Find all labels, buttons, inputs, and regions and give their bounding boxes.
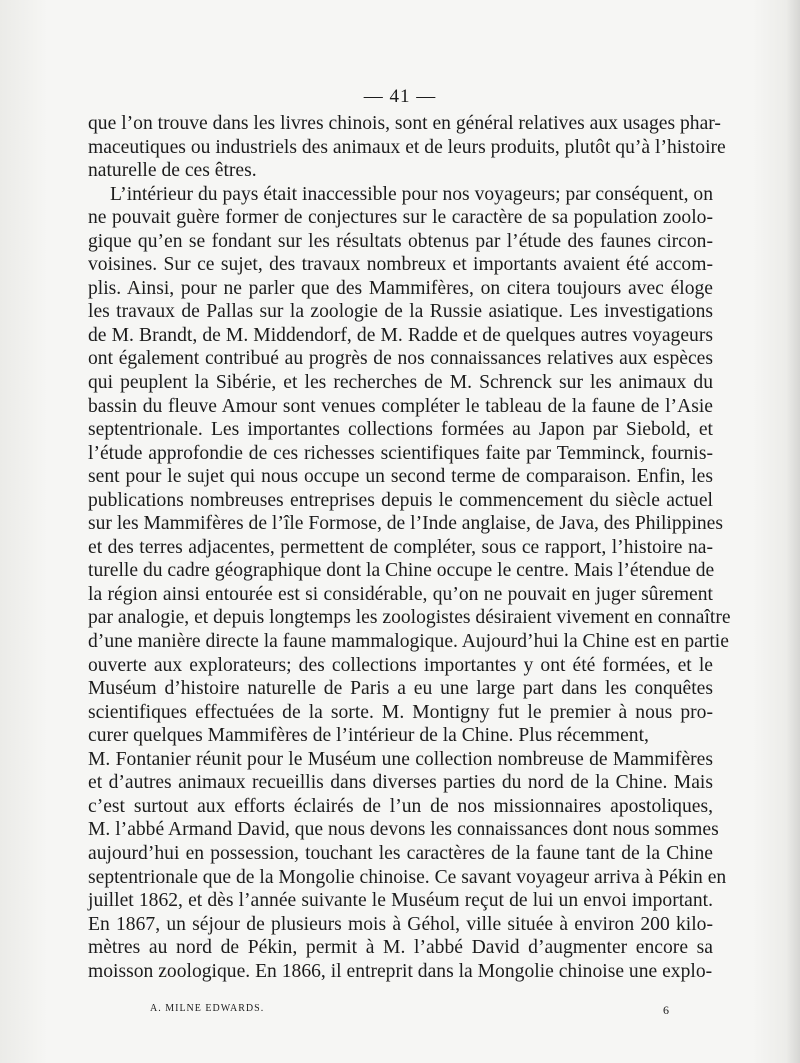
sheet-number: 6	[663, 1003, 670, 1017]
text-line: maceutiques ou industriels des animaux et de leurs produits, plutôt qu’à l’histoire	[88, 136, 726, 158]
text-line: M. l’abbé Armand David, que nous devons les connaissances dont nous sommes	[88, 819, 719, 841]
text-line: que l’on trouve dans les livres chinois, sont en général relatives aux usages phar-	[88, 113, 721, 134]
text-line: curer quelques Mammifères de l’intérieur de la Chine. Plus récemment,	[88, 725, 649, 747]
text-line: L’intérieur du pays était inaccessible pour nos voyageurs; par conséquent, on	[110, 183, 713, 205]
scan-edge-shadow	[786, 0, 800, 1063]
text-line: la région ainsi entourée est si considérable, qu’on ne pouvait en juger sûrement	[88, 583, 713, 605]
text-line: par analogie, et depuis longtemps les zoologistes désiraient vivement en connaître	[88, 607, 731, 629]
text-line: d’une manière directe la faune mammalogique. Aujourd’hui la Chine est en partie	[88, 631, 729, 653]
author-signature: A. MILNE EDWARDS.	[150, 1003, 265, 1014]
text-line: septentrionale que de la Mongolie chinoise. Ce savant voyageur arriva à Pékin en	[88, 866, 727, 888]
text-line: c’est surtout aux efforts éclairés de l’un de nos missionnaires apostoliques,	[88, 795, 713, 817]
text-line: et des terres adjacentes, permettent de compléter, sous ce rapport, l’histoire na-	[88, 536, 713, 558]
text-line: moisson zoologique. En 1866, il entreprit dans la Mongolie chinoise une explo-	[88, 960, 713, 982]
body-text	[88, 112, 731, 983]
text-line: septentrionale. Les importantes collections formées au Japon par Siebold, et	[88, 419, 713, 441]
text-line: ont également contribué au progrès de nos connaissances relatives aux espèces	[88, 348, 713, 370]
page-number: — 41 —	[363, 86, 437, 107]
text-line: publications nombreuses entreprises depuis le commencement du siècle actuel	[88, 489, 713, 511]
text-line: Muséum d’histoire naturelle de Paris a eu une large part dans les conquêtes	[88, 678, 713, 700]
text-line: scientifiques effectuées de la sorte. M. Montigny fut le premier à nous pro-	[88, 701, 713, 723]
text-line: sur les Mammifères de l’île Formose, de l’Inde anglaise, de Java, des Philippines	[88, 513, 724, 535]
text-line: l’étude approfondie de ces richesses scientifiques faite par Temminck, fournis-	[88, 442, 713, 464]
text-line: et d’autres animaux recueillis dans diverses parties du nord de la Chine. Mais	[88, 772, 713, 794]
text-line: juillet 1862, et dès l’année suivante le Muséum reçut de lui un envoi important.	[88, 890, 713, 912]
text-line: les travaux de Pallas sur la zoologie de la Russie asiatique. Les investigations	[88, 301, 713, 323]
text-line: M. Fontanier réunit pour le Muséum une collection nombreuse de Mammifères	[88, 748, 713, 770]
text-line: turelle du cadre géographique dont la Chine occupe le centre. Mais l’étendue de	[88, 560, 715, 582]
text-line: bassin du fleuve Amour sont venues compléter le tableau de la faune de l’Asie	[88, 395, 713, 417]
text-line: qui peuplent la Sibérie, et les recherches de M. Schrenck sur les animaux du	[88, 372, 713, 394]
text-line: naturelle de ces êtres.	[88, 160, 257, 182]
text-line: ne pouvait guère former de conjectures sur le caractère de sa population zoolo-	[88, 207, 713, 229]
text-line: sent pour le sujet qui nous occupe un second terme de comparaison. Enfin, les	[88, 466, 713, 488]
text-line: ouverte aux explorateurs; des collections importantes y ont été formées, et le	[88, 654, 713, 676]
text-line: de M. Brandt, de M. Middendorf, de M. Radde et de quelques autres voyageurs	[88, 324, 713, 346]
text-line: gique qu’en se fondant sur les résultats obtenus par l’étude des faunes circon-	[88, 230, 713, 252]
text-line: plis. Ainsi, pour ne parler que des Mammifères, on citera toujours avec éloge	[88, 277, 713, 299]
text-line: mètres au nord de Pékin, permit à M. l’abbé David d’augmenter encore sa	[88, 937, 713, 959]
text-line: voisines. Sur ce sujet, des travaux nombreux et importants avaient été accom-	[88, 254, 713, 276]
text-line: aujourd’hui en possession, touchant les caractères de la faune tant de la Chine	[88, 842, 713, 864]
text-line: En 1867, un séjour de plusieurs mois à Géhol, ville située à environ 200 kilo-	[88, 913, 713, 935]
